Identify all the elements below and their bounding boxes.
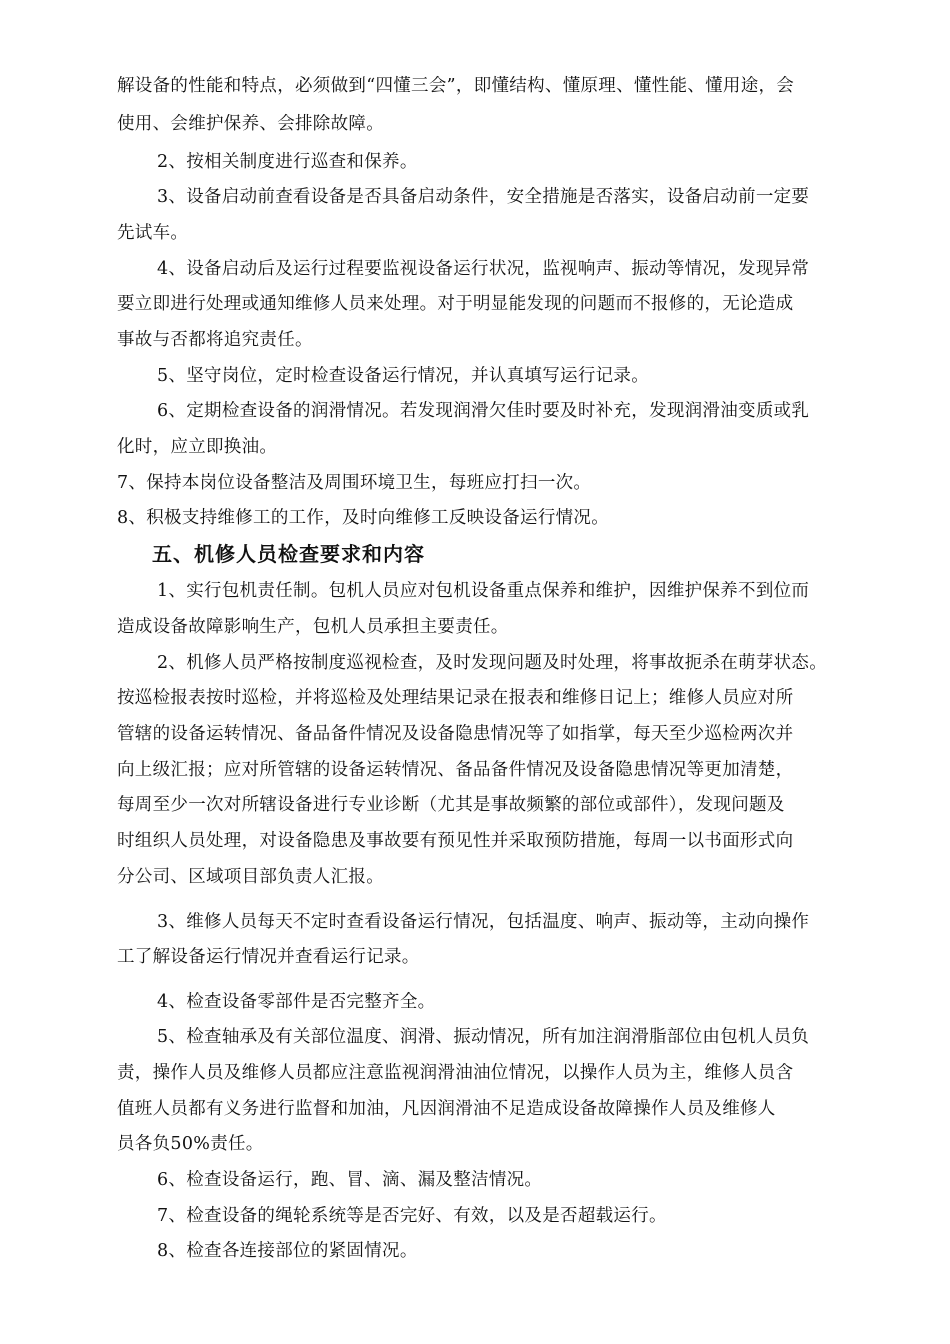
body-text-line: 6、检查设备运行，跑、冒、滴、漏及整洁情况。 [157,1170,543,1190]
body-text-line: 5、检查轴承及有关部位温度、润滑、振动情况，所有加注润滑脂部位由包机人员负 [157,1027,810,1047]
body-text-line: 按巡检报表按时巡检，并将巡检及处理结果记录在报表和维修日记上；维修人员应对所 [117,688,794,708]
body-text-line: 3、维修人员每天不定时查看设备运行情况，包括温度、响声、振动等，主动向操作 [157,912,810,932]
body-text-line: 6、定期检查设备的润滑情况。若发现润滑欠佳时要及时补充，发现润滑油变质或乳 [157,401,810,421]
body-text-line: 7、检查设备的绳轮系统等是否完好、有效，以及是否超载运行。 [157,1206,667,1226]
body-text-line: 5、坚守岗位，定时检查设备运行情况，并认真填写运行记录。 [157,366,650,386]
body-text-line: 要立即进行处理或通知维修人员来处理。对于明显能发现的问题而不报修的，无论造成 [117,294,794,314]
body-text-line: 先试车。 [117,223,189,243]
body-text-line: 8、检查各连接部位的紧固情况。 [157,1241,418,1261]
body-text-line: 4、检查设备零部件是否完整齐全。 [157,992,436,1012]
body-text-line: 时组织人员处理，对设备隐患及事故要有预见性并采取预防措施，每周一以书面形式向 [117,831,794,851]
body-text-line: 7、保持本岗位设备整洁及周围环境卫生，每班应打扫一次。 [117,473,592,493]
body-text-line: 责，操作人员及维修人员都应注意监视润滑油油位情况，以操作人员为主，维修人员含 [117,1063,794,1083]
body-text-line: 2、按相关制度进行巡查和保养。 [157,152,418,172]
body-text-line: 工了解设备运行情况并查看运行记录。 [117,947,420,967]
body-text-line: 解设备的性能和特点，必须做到“四懂三会”，即懂结构、懂原理、懂性能、懂用途，会 [117,76,795,96]
body-text-line: 每周至少一次对所辖设备进行专业诊断（尤其是事故频繁的部位或部件），发现问题及 [117,795,785,815]
body-text-line: 员各负50%责任。 [117,1134,264,1154]
body-text-line: 分公司、区域项目部负责人汇报。 [117,867,384,887]
body-text-line: 值班人员都有义务进行监督和加油，凡因润滑油不足造成设备故障操作人员及维修人 [117,1099,776,1119]
body-text-line: 化时，应立即换油。 [117,437,278,457]
body-text-line: 2、机修人员严格按制度巡视检查，及时发现问题及时处理，将事故扼杀在萌芽状态。 [157,653,828,673]
body-text-line: 造成设备故障影响生产，包机人员承担主要责任。 [117,617,509,637]
body-text-line: 事故与否都将追究责任。 [117,330,313,350]
body-text-line: 1、实行包机责任制。包机人员应对包机设备重点保养和维护，因维护保养不到位而 [157,581,810,601]
body-text-line: 使用、会维护保养、会排除故障。 [117,114,384,134]
section-heading: 五、机修人员检查要求和内容 [152,542,425,566]
body-text-line: 8、积极支持维修工的工作，及时向维修工反映设备运行情况。 [117,508,610,528]
body-text-line: 4、设备启动后及运行过程要监视设备运行状况，监视响声、振动等情况，发现异常 [157,259,810,279]
body-text-line: 管辖的设备运转情况、备品备件情况及设备隐患情况等了如指掌，每天至少巡检两次并 [117,724,794,744]
body-text-line: 向上级汇报；应对所管辖的设备运转情况、备品备件情况及设备隐患情况等更加清楚， [117,760,794,780]
body-text-line: 3、设备启动前查看设备是否具备启动条件，安全措施是否落实，设备启动前一定要 [157,187,810,207]
